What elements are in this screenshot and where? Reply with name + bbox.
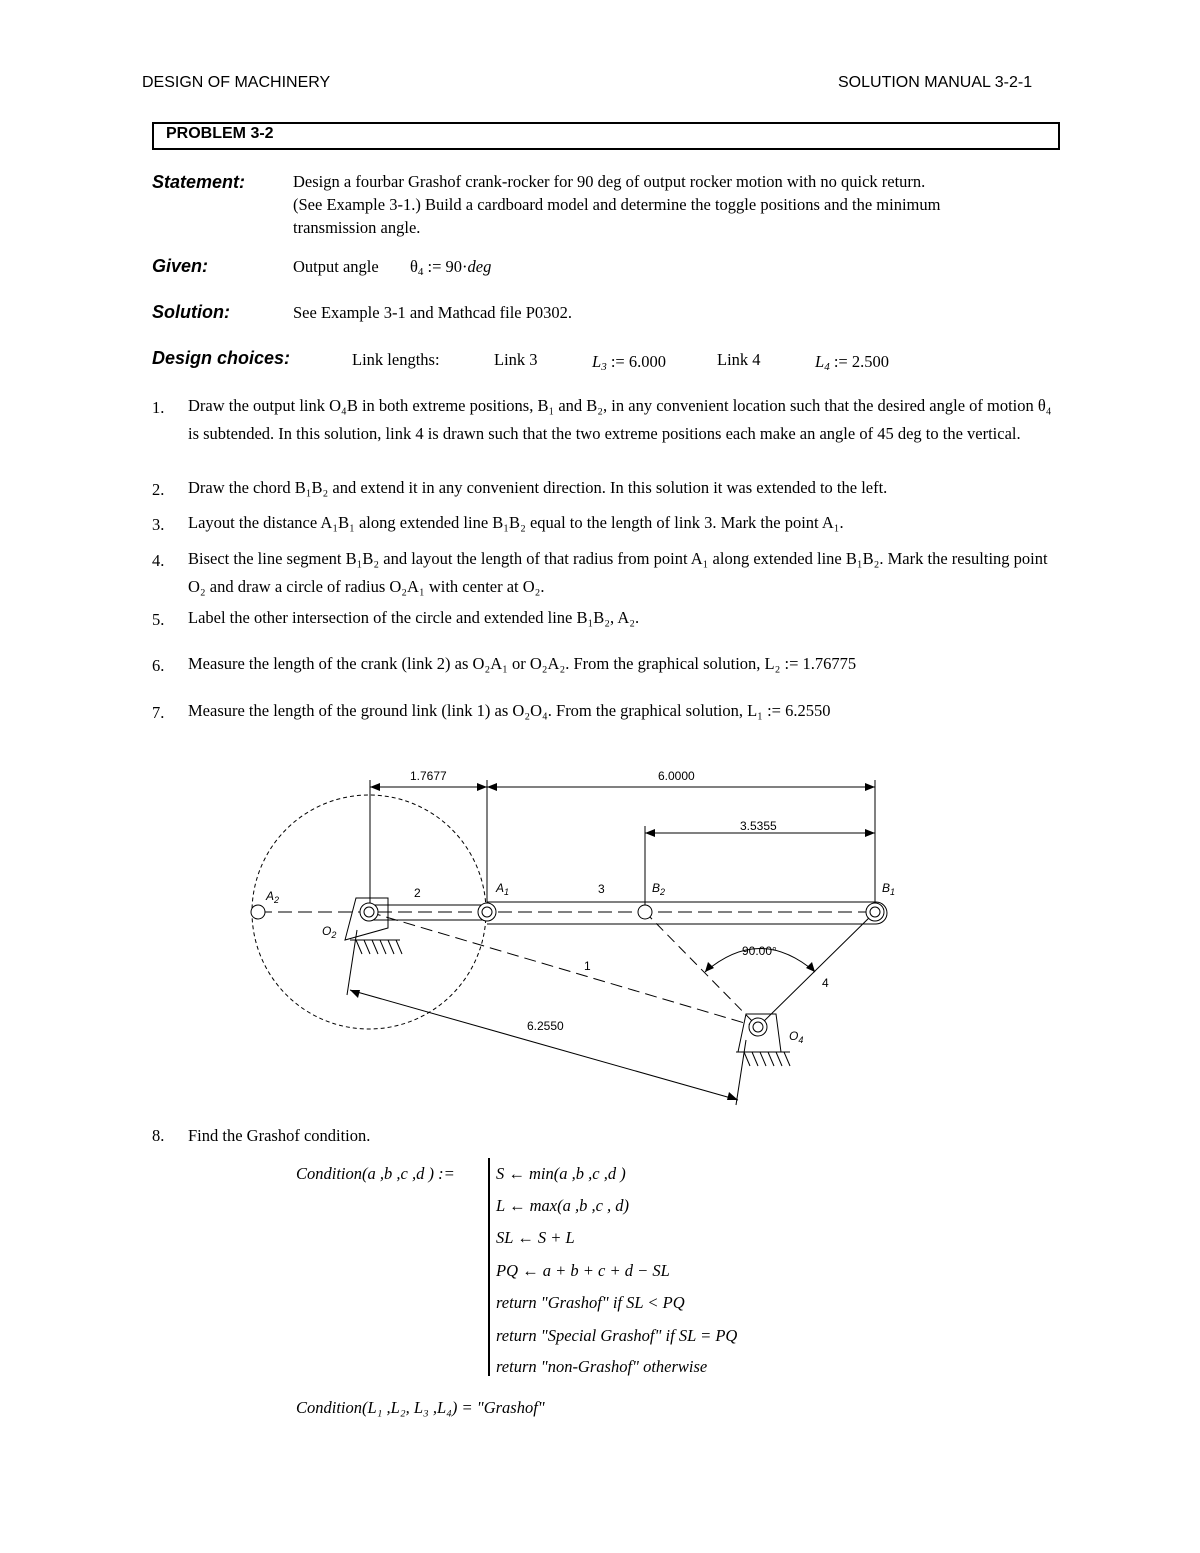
dim-label-link3: 6.0000 xyxy=(658,769,695,783)
link4-alternate-line xyxy=(645,912,758,1027)
dim-label-crank: 1.7677 xyxy=(410,769,447,783)
dim-label-half: 3.5355 xyxy=(740,819,777,833)
link4-line xyxy=(758,912,875,1027)
code-line-3: SL ← S + L xyxy=(496,1228,575,1247)
given-text: Output angle xyxy=(293,257,379,276)
step-1-text: Draw the output link O₄B in both extreme positions, B₁ and B₂, in any convenient location such that the desired angle of motion θ₄ is subtended. In this solution, link 4 is drawn such that the two extreme positions each make an angle of 45 deg to the vertical. xyxy=(188,396,1052,443)
step-3-text: Layout the distance A₁B₁ along extended line B₁B₂ equal to the length of link 3. Mark the point A₁. xyxy=(188,513,844,532)
dimension-line-ground xyxy=(350,990,738,1100)
point-o4-label: $O_4$ xyxy=(789,1029,804,1045)
given-label: Given: xyxy=(152,256,209,276)
link2-label: 2 xyxy=(414,886,421,900)
step-7-text: Measure the length of the ground link (link 1) as O₂O₄. From the graphical solution, L₁ := 6.2550 xyxy=(188,701,831,720)
ground-link-line xyxy=(369,912,758,1027)
step-2-number: 2. xyxy=(152,480,165,499)
code-line-1: S ← min(a ,b ,c ,d ) xyxy=(496,1164,626,1183)
step-5-text: Label the other intersection of the circle and extended line B₁B₂, A₂. xyxy=(188,608,640,627)
point-b1-label: $B_1$ xyxy=(882,881,896,897)
design-choices-label: Design choices: xyxy=(152,348,291,368)
solution-label: Solution: xyxy=(152,302,230,322)
ground-extension-o4 xyxy=(736,1040,746,1105)
link3-expression: $L_3$ := 6.000 xyxy=(592,352,666,373)
condition-definition: Condition(a ,b ,c ,d ) := xyxy=(296,1164,455,1183)
step-4-number: 4. xyxy=(152,551,165,570)
code-line-7: return "non-Grashof" otherwise xyxy=(496,1357,708,1376)
pivot-a2 xyxy=(251,905,265,919)
step-4-text: Bisect the line segment B₁B₂ and layout the length of that radius from point A₁ along extended line B₁B₂. Mark the resulting point O₂ and draw a circle of radius O₂A₁ with center at O₂. xyxy=(188,549,1048,596)
header-right: SOLUTION MANUAL 3-2-1 xyxy=(838,74,1033,91)
step-8-text: Find the Grashof condition. xyxy=(188,1126,371,1145)
dim-label-ground: 6.2550 xyxy=(527,1019,564,1033)
step-6-number: 6. xyxy=(152,656,165,675)
step-8-number: 8. xyxy=(152,1126,165,1145)
angle-label: 90.00° xyxy=(742,944,777,958)
link3-label: Link 3 xyxy=(494,350,538,369)
point-a1-label: $A_1$ xyxy=(496,881,510,897)
code-line-5: return "Grashof" if SL < PQ xyxy=(496,1293,685,1312)
link4-label: Link 4 xyxy=(717,350,761,369)
statement-line-3: transmission angle. xyxy=(293,218,421,237)
statement-label: Statement: xyxy=(152,172,246,192)
link-lengths-label: Link lengths: xyxy=(352,350,440,369)
link1-label: 1 xyxy=(584,959,591,973)
point-o2-label: $O_2$ xyxy=(322,924,337,940)
header-left: DESIGN OF MACHINERY xyxy=(142,74,331,91)
statement-line-1: Design a fourbar Grashof crank-rocker for 90 deg of output rocker motion with no quick return. xyxy=(293,172,926,191)
step-7-number: 7. xyxy=(152,703,165,722)
point-b2-label: $B_2$ xyxy=(652,881,666,897)
program-bar xyxy=(488,1158,490,1376)
solution-text: See Example 3-1 and Mathcad file P0302. xyxy=(293,303,573,322)
link4-expression: $L_4$ := 2.500 xyxy=(815,352,889,373)
pivot-b2 xyxy=(638,905,652,919)
code-line-4: PQ ← a + b + c + d − SL xyxy=(496,1261,670,1280)
step-1-number: 1. xyxy=(152,398,165,417)
problem-title: PROBLEM 3-2 xyxy=(166,125,274,142)
condition-call: Condition(L₁ ,L₂, L₃ ,L₄) = "Grashof" xyxy=(296,1398,545,1417)
statement-line-2: (See Example 3-1.) Build a cardboard model and determine the toggle positions and the minimum xyxy=(293,195,941,214)
hatching xyxy=(356,940,790,1066)
code-line-6: return "Special Grashof" if SL = PQ xyxy=(496,1326,738,1345)
link3-number-label: 3 xyxy=(598,882,605,896)
step-6-text: Measure the length of the crank (link 2) as O₂A₁ or O₂A₂. From the graphical solution, L₂ := 1.76775 xyxy=(188,654,857,673)
link4-number-label: 4 xyxy=(822,976,829,990)
step-3-number: 3. xyxy=(152,515,165,534)
step-2-text: Draw the chord B₁B₂ and extend it in any convenient direction. In this solution it was extended to the left. xyxy=(188,478,888,497)
code-line-2: L ← max(a ,b ,c , d) xyxy=(496,1196,630,1215)
given-expression: $\theta_4$ := 90·deg xyxy=(410,257,492,278)
point-a2-label: $A_2$ xyxy=(266,889,280,905)
step-5-number: 5. xyxy=(152,610,165,629)
